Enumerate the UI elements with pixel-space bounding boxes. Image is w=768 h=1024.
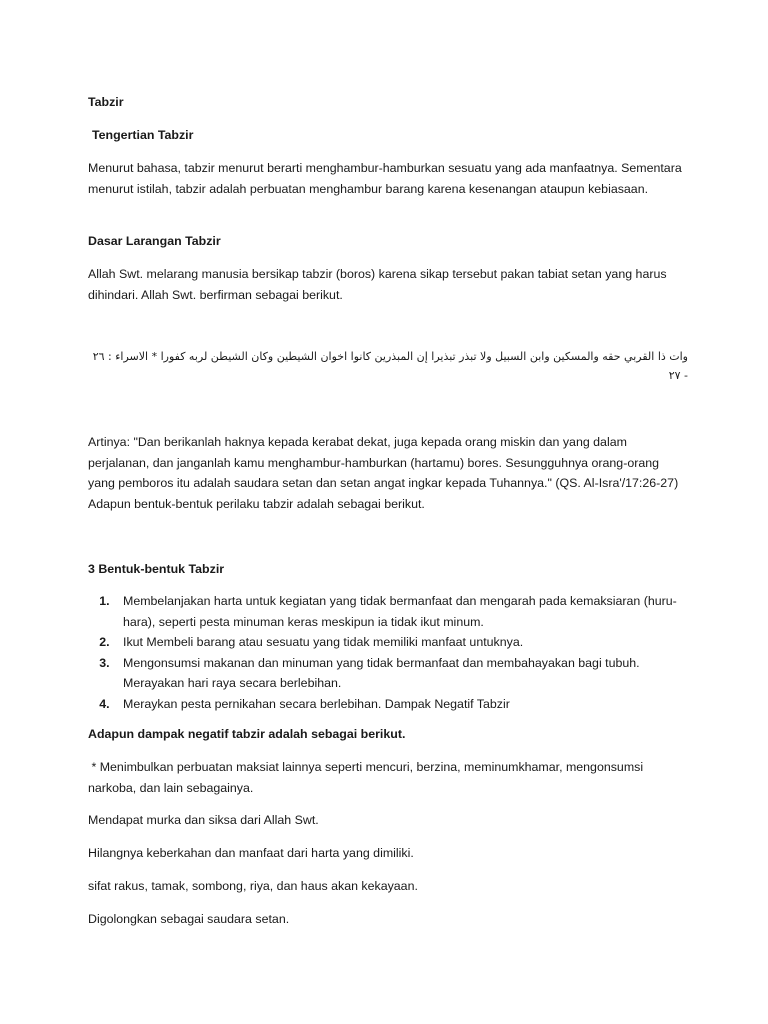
heading-impacts: Adapun dampak negatif tabzir adalah sebagai berikut. — [88, 727, 406, 741]
arabic-verse: وات ذا القربي حقه والمسكين وابن السبيل ولا تبذر تبذيرا إن المبذرين كانوا اخوان الشيطين وكان الشيطن لربه كفورا * الاسراء : ٢٦ - ٢٧ — [92, 350, 688, 382]
list-item: 3. Mengonsumsi makanan dan minuman yang tidak bermanfaat dan membahayakan bagi tubuh. Merayakan hari raya secara berlebihan. — [113, 653, 703, 694]
list-item: 2. Ikut Membeli barang atau sesuatu yang tidak memiliki manfaat untuknya. — [113, 632, 703, 653]
impact-paragraph-1: * Menimbulkan perbuatan maksiat lainnya seperti mencuri, berzina, meminumkhamar, mengonsumsi narkoba, dan lain sebagainya. — [88, 760, 647, 795]
list-item: 1. Membelanjakan harta untuk kegiatan yang tidak bermanfaat dan mengarah pada kemaksiaran (huru-hara), seperti pesta minuman keras meskipun ia tidak ikut minum. — [113, 591, 703, 632]
impact-paragraph-5: Digolongkan sebagai saudara setan. — [88, 912, 290, 926]
forms-list — [88, 591, 703, 714]
heading-forms: 3 Bentuk-bentuk Tabzir — [88, 562, 225, 576]
impact-paragraph-4: sifat rakus, tamak, sombong, riya, dan haus akan kekayaan. — [88, 879, 418, 893]
definition-paragraph: Menurut bahasa, tabzir menurut berarti menghambur-hamburkan sesuatu yang ada manfaatnya. Sementara menurut istilah, tabzir adalah perbuatan menghambur barang karena kesenangan ataupun kebiasaan. — [88, 161, 682, 196]
heading-prohibition: Dasar Larangan Tabzir — [88, 234, 221, 248]
document-title: Tabzir — [88, 95, 124, 109]
list-item: 4. Meraykan pesta pernikahan secara berlebihan. Dampak Negatif Tabzir — [113, 694, 703, 715]
impact-paragraph-3: Hilangnya keberkahan dan manfaat dari harta yang dimiliki. — [88, 846, 414, 860]
impact-paragraph-2: Mendapat murka dan siksa dari Allah Swt. — [88, 813, 319, 827]
heading-definition: Tengertian Tabzir — [92, 128, 194, 142]
prohibition-paragraph: Allah Swt. melarang manusia bersikap tabzir (boros) karena sikap tersebut pakan tabiat setan yang harus dihindari. Allah Swt. berfirman sebagai berikut. — [88, 267, 667, 302]
translation-paragraph: Artinya: "Dan berikanlah haknya kepada kerabat dekat, juga kepada orang miskin dan yang dalam perjalanan, dan janganlah kamu menghambur-hamburkan (hartamu) bores. Sesungguhnya orang-orang yang pemboros itu adalah saudara setan dan setan angat ingkar kepada Tuhannya." (QS. Al-Isra'/17:26-27) Adapun bentuk-bentuk perilaku tabzir adalah sebagai berikut. — [88, 435, 679, 511]
